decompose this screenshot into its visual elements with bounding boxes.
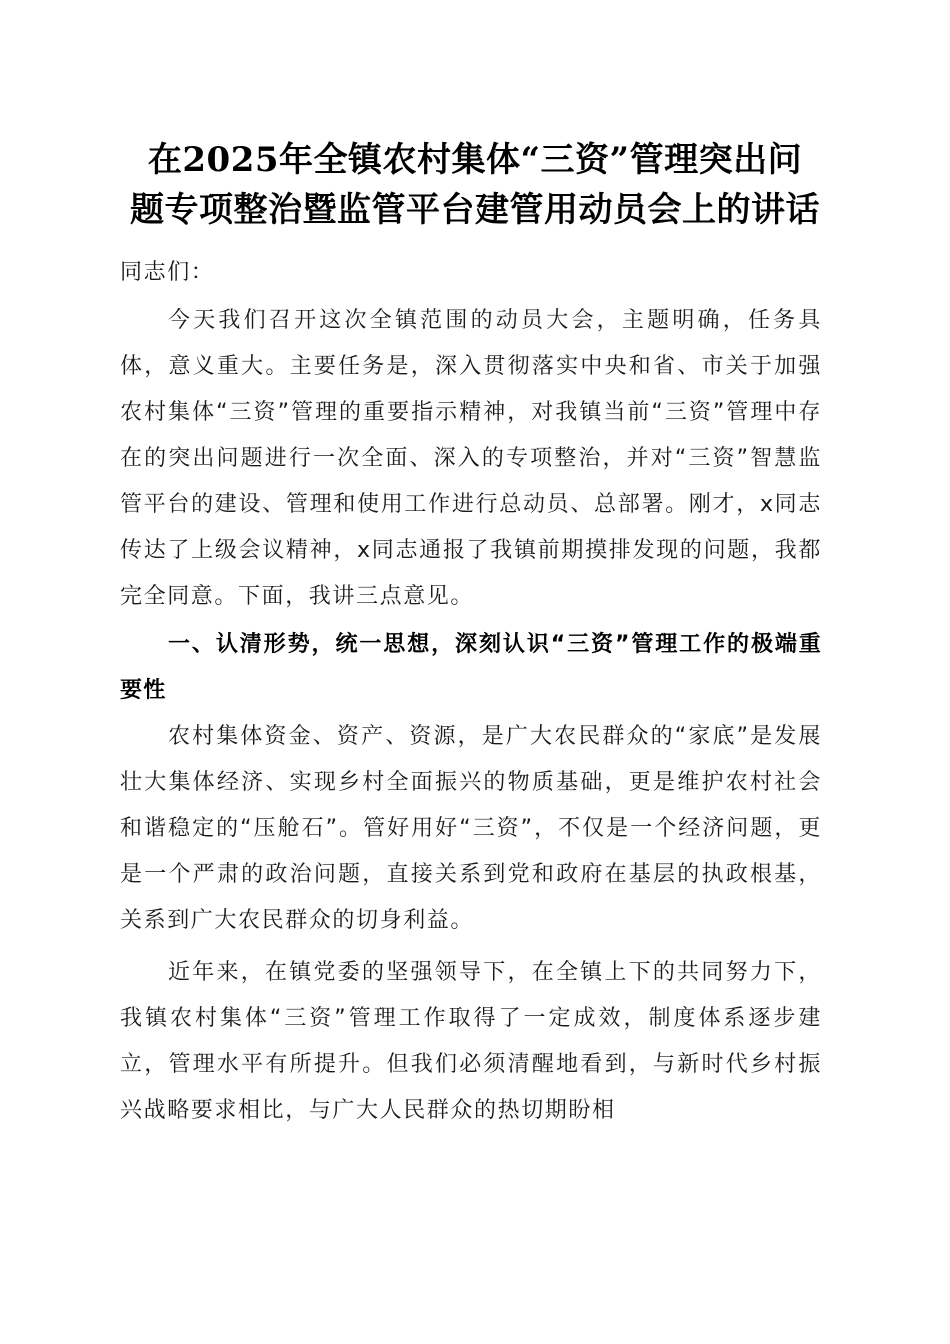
document-body bbox=[120, 250, 822, 1134]
paragraph-importance: 农村集体资金、资产、资源，是广大农民群众的“家底”是发展壮大集体经济、实现乡村全面振兴的物质基础，更是维护农村社会和谐稳定的“压舱石”。管好用好“三资”，不仅是一个经济问题，更是一个严肃的政治问题，直接关系到党和政府在基层的执政根基，关系到广大农民群众的切身利益。 bbox=[120, 724, 822, 933]
title-line-2: 题专项整治暨监管平台建管用动员会上的讲话 bbox=[130, 190, 820, 230]
title-line-1: 在2025年全镇农村集体“三资”管理突出问 bbox=[147, 140, 803, 180]
section-heading-1: 一、认清形势，统一思想，深刻认识“三资”管理工作的极端重要性 bbox=[120, 632, 822, 703]
paragraph-intro: 今天我们召开这次全镇范围的动员大会，主题明确，任务具体，意义重大。主要任务是，深入贯彻落实中央和省、市关于加强农村集体“三资”管理的重要指示精神，对我镇当前“三资”管理中存在的突出问题进行一次全面、深入的专项整治，并对“三资”智慧监管平台的建设、管理和使用工作进行总动员、总部署。刚才，x同志传达了上级会议精神，x同志通报了我镇前期摸排发现的问题，我都完全同意。下面，我讲三点意见。 bbox=[120, 308, 822, 609]
salutation: 同志们： bbox=[120, 260, 215, 285]
paragraph-recent-years: 近年来，在镇党委的坚强领导下，在全镇上下的共同努力下，我镇农村集体“三资”管理工作取得了一定成效，制度体系逐步建立，管理水平有所提升。但我们必须清醒地看到，与新时代乡村振兴战略要求相比，与广大人民群众的热切期盼相 bbox=[120, 960, 822, 1123]
document-title bbox=[110, 135, 840, 235]
